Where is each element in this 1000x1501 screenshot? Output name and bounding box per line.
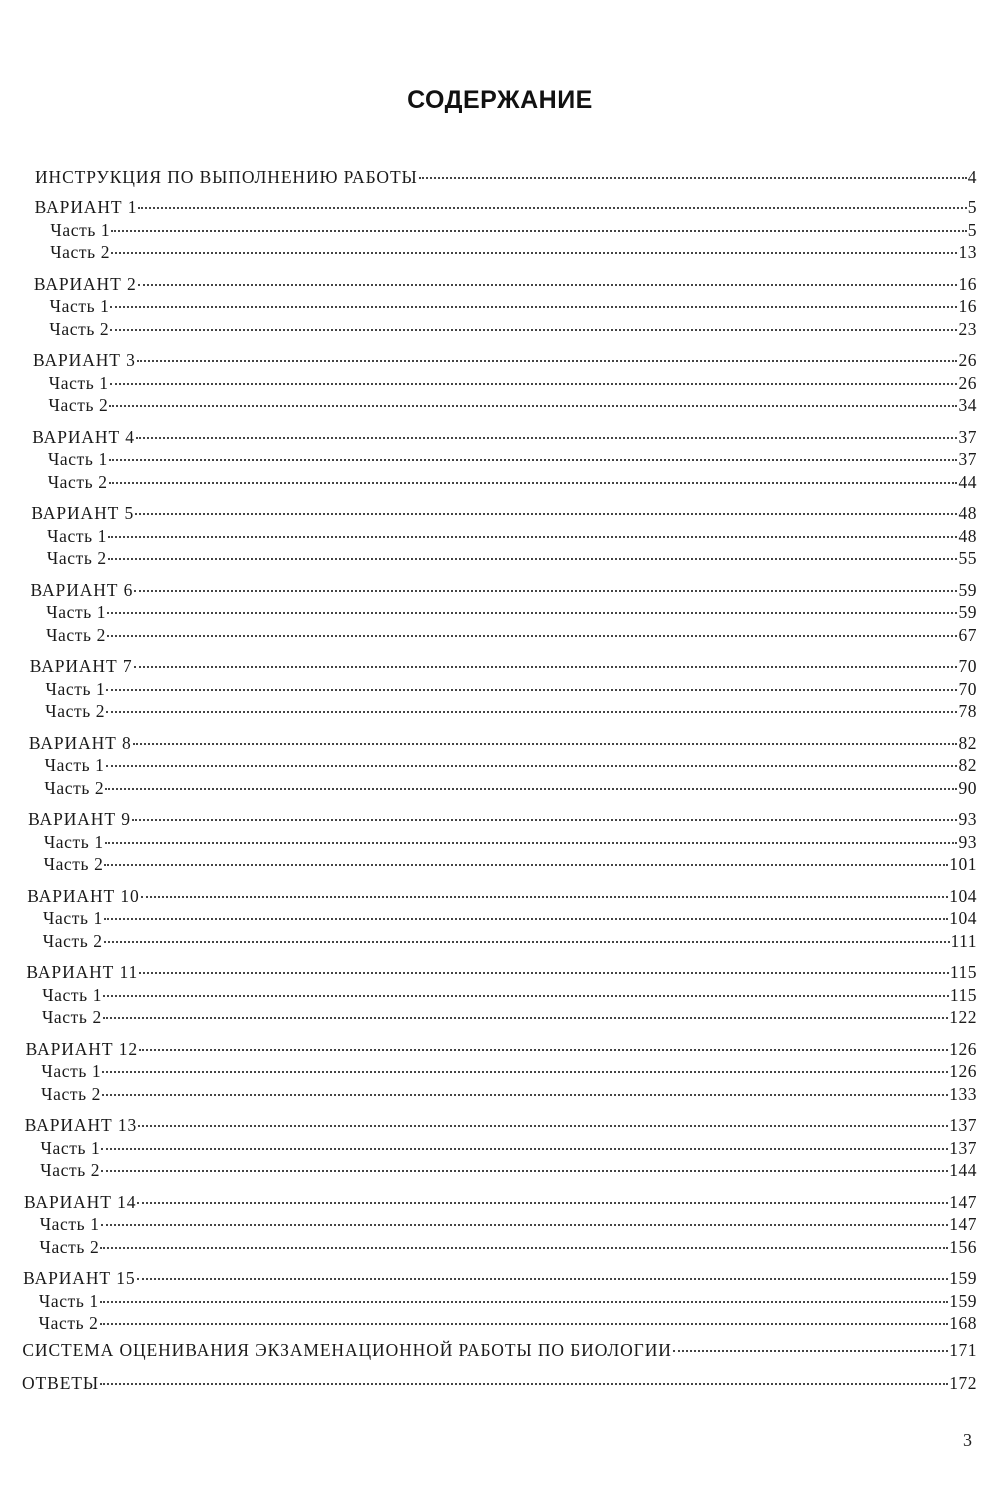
toc-entry-page: 34 bbox=[958, 395, 977, 415]
toc-entry-label: Часть 1 bbox=[39, 1214, 100, 1234]
toc-entry-page: 78 bbox=[958, 701, 977, 721]
toc-entry-page: 37 bbox=[958, 449, 977, 469]
toc-entry-label: Часть 1 bbox=[47, 449, 108, 469]
toc-row bbox=[44, 831, 977, 853]
toc-entry-page: 82 bbox=[958, 732, 977, 753]
toc-entry-label: Часть 1 bbox=[48, 372, 109, 393]
toc-row bbox=[26, 1038, 977, 1060]
toc-entry-label: ВАРИАНТ 12 bbox=[25, 1038, 139, 1059]
toc-entry-page: 137 bbox=[949, 1137, 977, 1158]
toc-row bbox=[39, 1236, 977, 1258]
toc-entry-label: Часть 2 bbox=[46, 624, 106, 645]
toc-entry-label: Часть 1 bbox=[40, 1137, 101, 1158]
dot-leader bbox=[137, 360, 958, 362]
toc-row bbox=[27, 885, 977, 907]
toc-entry-page: 111 bbox=[950, 930, 977, 951]
toc-entry-label: Часть 2 bbox=[49, 318, 110, 339]
dot-leader bbox=[133, 743, 958, 745]
toc-row bbox=[39, 1312, 977, 1334]
toc-row bbox=[42, 1006, 977, 1028]
toc-row bbox=[42, 984, 977, 1006]
dot-leader bbox=[111, 230, 966, 232]
dot-leader bbox=[139, 1049, 948, 1051]
dot-leader bbox=[102, 1071, 948, 1073]
toc-entry-label: ВАРИАНТ 13 bbox=[24, 1115, 138, 1135]
dot-leader bbox=[106, 765, 958, 767]
toc-entry-page: 159 bbox=[949, 1268, 977, 1288]
dot-leader bbox=[100, 1323, 949, 1325]
toc-entry-page: 5 bbox=[967, 197, 977, 217]
toc-row bbox=[44, 853, 977, 875]
toc-entry-label: Часть 2 bbox=[48, 395, 109, 415]
dot-leader bbox=[106, 689, 957, 691]
toc-entry-page: 16 bbox=[958, 296, 977, 316]
toc-entry-label: ВАРИАНТ 9 bbox=[28, 809, 131, 829]
toc-entry-page: 144 bbox=[949, 1160, 977, 1180]
toc-entry-page: 147 bbox=[949, 1214, 977, 1234]
toc-row bbox=[24, 1191, 977, 1213]
dot-leader bbox=[105, 842, 958, 844]
dot-leader bbox=[107, 635, 958, 637]
toc-row bbox=[23, 1267, 977, 1289]
toc-entry-page: 70 bbox=[958, 678, 977, 699]
toc-entry-page: 90 bbox=[958, 777, 977, 798]
toc-row bbox=[25, 1114, 977, 1136]
dot-leader bbox=[138, 284, 958, 286]
toc-entry-label: Часть 2 bbox=[46, 548, 107, 568]
toc-entry-label: ВАРИАНТ 10 bbox=[27, 885, 140, 906]
toc-row bbox=[46, 624, 977, 646]
toc-entry-label: ВАРИАНТ 6 bbox=[30, 579, 134, 600]
toc-row bbox=[28, 808, 977, 830]
dot-leader bbox=[106, 711, 957, 713]
toc-entry-label: Часть 1 bbox=[49, 296, 110, 316]
dot-leader bbox=[101, 1148, 948, 1150]
toc-entry-label: Часть 2 bbox=[45, 701, 106, 721]
dot-leader bbox=[108, 558, 958, 560]
toc-entry-label: Часть 1 bbox=[43, 831, 104, 852]
toc-entry-label: Часть 2 bbox=[47, 471, 108, 492]
toc-entry-page: 115 bbox=[949, 984, 977, 1005]
toc-entry-label: ВАРИАНТ 2 bbox=[33, 273, 137, 294]
page-number: 3 bbox=[963, 1430, 972, 1450]
toc-row bbox=[45, 700, 977, 722]
toc-row bbox=[50, 241, 977, 263]
toc-row bbox=[33, 349, 977, 371]
dot-leader bbox=[104, 941, 950, 943]
toc-entry-page: 159 bbox=[949, 1290, 977, 1311]
toc-entry-label: Часть 2 bbox=[44, 777, 105, 798]
toc-row bbox=[22, 1339, 977, 1361]
toc-entry-label: ВАРИАНТ 15 bbox=[23, 1268, 136, 1288]
dot-leader bbox=[134, 590, 957, 592]
dot-leader bbox=[104, 918, 948, 920]
toc-entry-page: 16 bbox=[958, 273, 977, 294]
toc-entry-label: ВАРИАНТ 11 bbox=[26, 962, 139, 982]
dot-leader bbox=[102, 1094, 948, 1096]
dot-leader bbox=[138, 1125, 948, 1127]
toc-entry-label: Часть 2 bbox=[38, 1313, 99, 1333]
toc-entry-page: 168 bbox=[949, 1313, 977, 1333]
dot-leader bbox=[109, 405, 957, 407]
toc-row bbox=[46, 601, 977, 623]
toc-row bbox=[50, 219, 977, 241]
toc-row bbox=[49, 318, 977, 340]
dot-leader bbox=[138, 207, 966, 209]
toc-row bbox=[40, 1159, 977, 1181]
toc-entry-page: 23 bbox=[958, 318, 977, 339]
toc-entry-page: 104 bbox=[949, 885, 977, 906]
toc-entry-page: 48 bbox=[958, 503, 977, 523]
toc-entry-label: ВАРИАНТ 4 bbox=[32, 426, 135, 447]
toc-row bbox=[49, 372, 977, 394]
dot-leader bbox=[103, 1017, 948, 1019]
toc-row bbox=[35, 166, 977, 188]
toc-entry-page: 82 bbox=[958, 755, 977, 775]
toc-entry-label: Часть 1 bbox=[45, 678, 106, 699]
toc-row bbox=[50, 295, 977, 317]
dot-leader bbox=[132, 819, 958, 821]
dot-leader bbox=[100, 1383, 948, 1385]
toc-row bbox=[48, 448, 977, 470]
toc-row bbox=[49, 394, 977, 416]
toc-row bbox=[34, 273, 977, 295]
toc-entry-page: 93 bbox=[958, 831, 977, 852]
toc-entry-label: ОТВЕТЫ bbox=[22, 1373, 100, 1393]
toc-entry-label: Часть 1 bbox=[41, 1061, 102, 1081]
dot-leader bbox=[110, 306, 957, 308]
dot-leader bbox=[134, 666, 958, 668]
dot-leader bbox=[110, 383, 958, 385]
toc-entry-page: 59 bbox=[958, 579, 977, 600]
toc-entry-label: Часть 2 bbox=[42, 930, 103, 951]
dot-leader bbox=[139, 972, 949, 974]
toc-entry-label: ВАРИАНТ 5 bbox=[31, 503, 135, 523]
dot-leader bbox=[103, 995, 949, 997]
dot-leader bbox=[104, 864, 948, 866]
toc-entry-page: 122 bbox=[949, 1007, 977, 1027]
toc-entry-page: 147 bbox=[949, 1191, 977, 1212]
toc-entry-label: ВАРИАНТ 14 bbox=[23, 1191, 137, 1212]
toc-row bbox=[45, 754, 977, 776]
toc-row bbox=[41, 1083, 977, 1105]
dot-leader bbox=[137, 1278, 949, 1280]
dot-leader bbox=[141, 896, 949, 898]
dot-leader bbox=[673, 1350, 948, 1352]
toc-row bbox=[22, 1372, 977, 1394]
dot-leader bbox=[109, 482, 958, 484]
toc-entry-label: Часть 2 bbox=[43, 854, 104, 874]
toc-entry-page: 13 bbox=[958, 242, 977, 262]
toc-entry-page: 137 bbox=[949, 1115, 977, 1135]
toc-entry-label: ВАРИАНТ 3 bbox=[33, 350, 136, 370]
toc-entry-label: Часть 1 bbox=[46, 602, 107, 622]
toc-entry-label: Часть 2 bbox=[40, 1160, 101, 1180]
toc-entry-page: 115 bbox=[949, 962, 977, 982]
toc-entry-label: Часть 2 bbox=[41, 1083, 101, 1104]
toc-entry-label: ВАРИАНТ 8 bbox=[28, 732, 132, 753]
toc-row bbox=[48, 471, 977, 493]
toc-entry-label: Часть 2 bbox=[39, 1236, 100, 1257]
dot-leader bbox=[107, 612, 957, 614]
toc-entry-page: 171 bbox=[949, 1340, 977, 1360]
dot-leader bbox=[137, 1202, 948, 1204]
toc-entry-page: 67 bbox=[958, 624, 977, 645]
toc-row bbox=[30, 655, 977, 677]
toc-row bbox=[47, 525, 977, 547]
dot-leader bbox=[111, 252, 957, 254]
toc-entry-page: 156 bbox=[949, 1236, 977, 1257]
dot-leader bbox=[101, 1170, 948, 1172]
toc-entry-label: Часть 1 bbox=[43, 908, 103, 928]
toc-row bbox=[26, 961, 977, 983]
toc-entry-page: 26 bbox=[958, 350, 977, 370]
toc-entry-page: 48 bbox=[958, 525, 977, 546]
toc-row bbox=[44, 777, 977, 799]
toc-entry-page: 93 bbox=[958, 809, 977, 829]
toc-row bbox=[40, 1213, 977, 1235]
toc-row bbox=[43, 930, 977, 952]
toc-entry-page: 26 bbox=[958, 372, 977, 393]
dot-leader bbox=[105, 788, 957, 790]
dot-leader bbox=[100, 1301, 948, 1303]
toc-entry-page: 133 bbox=[949, 1083, 977, 1104]
toc-entry-page: 59 bbox=[958, 602, 977, 622]
dot-leader bbox=[110, 329, 957, 331]
dot-leader bbox=[419, 177, 967, 179]
toc-entry-label: Часть 1 bbox=[44, 755, 105, 775]
toc-entry-page: 104 bbox=[949, 908, 977, 928]
toc-entry-label: Часть 2 bbox=[50, 242, 111, 262]
toc-row bbox=[29, 732, 977, 754]
toc-entry-label: Часть 1 bbox=[38, 1290, 99, 1311]
toc-row bbox=[39, 1290, 977, 1312]
toc-entry-label: ВАРИАНТ 1 bbox=[34, 197, 138, 217]
toc-entry-page: 44 bbox=[958, 471, 977, 492]
toc-row bbox=[31, 579, 977, 601]
toc-entry-page: 126 bbox=[949, 1038, 977, 1059]
dot-leader bbox=[108, 536, 957, 538]
toc-row bbox=[41, 1060, 977, 1082]
toc-entry-label: Часть 1 bbox=[47, 525, 107, 546]
dot-leader bbox=[136, 437, 958, 439]
toc-row bbox=[32, 426, 977, 448]
toc-entry-page: 55 bbox=[958, 548, 977, 568]
dot-leader bbox=[135, 513, 957, 515]
toc-entry-label: Часть 1 bbox=[50, 219, 111, 240]
toc-entry-label: ВАРИАНТ 7 bbox=[29, 656, 133, 676]
toc-row bbox=[47, 547, 977, 569]
toc-entry-page: 126 bbox=[949, 1061, 977, 1081]
toc-entry-label: Часть 2 bbox=[41, 1007, 102, 1027]
toc-entry-label: СИСТЕМА ОЦЕНИВАНИЯ ЭКЗАМЕНАЦИОННОЙ РАБОТЫ ПО БИОЛОГИИ bbox=[22, 1340, 672, 1360]
toc-row bbox=[35, 196, 977, 218]
page-title: СОДЕРЖАНИЕ bbox=[407, 86, 593, 114]
dot-leader bbox=[109, 459, 958, 461]
toc-row bbox=[43, 907, 977, 929]
toc-row bbox=[31, 502, 977, 524]
toc-entry-label: ИНСТРУКЦИЯ ПО ВЫПОЛНЕНИЮ РАБОТЫ bbox=[35, 167, 418, 187]
dot-leader bbox=[101, 1224, 949, 1226]
toc-entry-page: 37 bbox=[958, 426, 977, 447]
toc-row bbox=[41, 1137, 977, 1159]
dot-leader bbox=[100, 1247, 948, 1249]
toc-entry-page: 4 bbox=[967, 167, 977, 187]
toc-entry-page: 5 bbox=[967, 219, 977, 240]
toc-entry-page: 70 bbox=[958, 656, 977, 676]
toc-row bbox=[45, 678, 977, 700]
toc-entry-page: 172 bbox=[949, 1373, 977, 1393]
toc-entry-page: 101 bbox=[949, 854, 977, 874]
toc-entry-label: Часть 1 bbox=[42, 984, 103, 1005]
